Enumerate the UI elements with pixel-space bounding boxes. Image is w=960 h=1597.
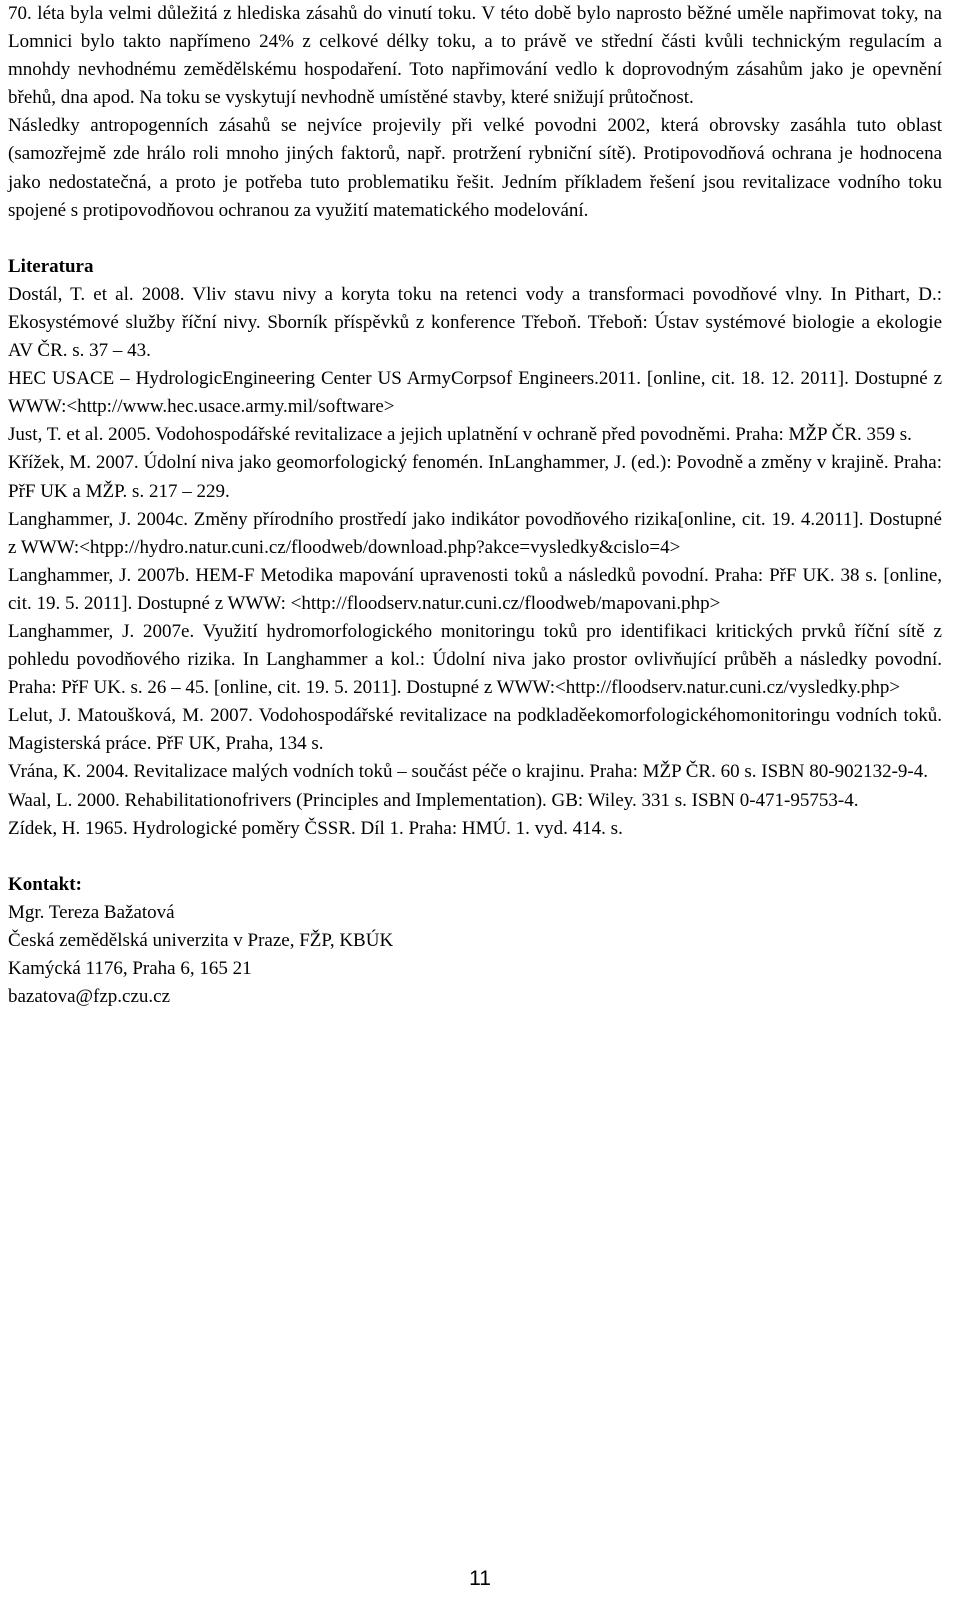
contact-institution: Česká zemědělská univerzita v Praze, FŽP, KBÚK <box>8 929 394 951</box>
reference-list <box>8 281 942 843</box>
contact-address: Kamýcká 1176, Praha 6, 165 21 <box>8 958 252 979</box>
reference-item: HEC USACE – HydrologicEngineering Center US ArmyCorpsof Engineers.2011. [online, cit. 18. 12. 2011]. Dostupné z WWW:<http://www.hec.usace.army.mil/software> <box>8 368 942 418</box>
reference-item: Lelut, J. Matoušková, M. 2007. Vodohospodářské revitalizace na podkladěekomorfologickéhomonitoringu vodních toků. Magisterská práce. PřF UK, Praha, 134 s. <box>8 705 942 755</box>
reference-item: Langhammer, J. 2007b. HEM-F Metodika mapování upravenosti toků a následků povodní. Praha: PřF UK. 38 s. [online, cit. 19. 5. 2011]. Dostupné z WWW: <http://floodserv.natur.cuni.cz/floodweb/mapovani.php> <box>8 564 942 614</box>
document-page <box>8 0 942 1011</box>
reference-item: Langhammer, J. 2007e. Využití hydromorfologického monitoringu toků pro identifikaci kritických prvků říční sítě z pohledu povodňového rizika. In Langhammer a kol.: Údolní niva jako prostor ovlivňující průběh a následky povodní. Praha: PřF UK. s. 26 – 45. [online, cit. 19. 5. 2011]. Dostupné z WWW:<http://floodserv.natur.cuni.cz/vysledky.php> <box>8 620 942 699</box>
contact-email: bazatova@fzp.czu.cz <box>8 986 171 1008</box>
literature-heading: Literatura <box>8 255 94 277</box>
body-paragraph: 70. léta byla velmi důležitá z hlediska zásahů do vinutí toku. V této době bylo naprosto běžné uměle napřimovat toky, na Lomnici bylo takto napřímeno 24% z celkové délky toku, a to právě ve střední části kvůli technickým regulacím a mnohdy nevhodnému zemědělskému hospodaření. Toto napřimování vedlo k doprovodným zásahům jako je opevnění břehů, dna apod. Na toku se vyskytují nevhodně umístěné stavby, které snižují průtočnost. <box>8 3 942 109</box>
reference-item: Vrána, K. 2004. Revitalizace malých vodních toků – součást péče o krajinu. Praha: MŽP ČR. 60 s. ISBN 80-902132-9-4. <box>8 761 929 783</box>
reference-item: Langhammer, J. 2004c. Změny přírodního prostředí jako indikátor povodňového rizika[online, cit. 19. 4.2011]. Dostupné z WWW:<htpp://hydro.natur.cuni.cz/floodweb/download.php?akce=vysledky&cislo=4> <box>8 508 942 558</box>
reference-item: Waal, L. 2000. Rehabilitationofrivers (Principles and Implementation). GB: Wiley. 331 s. ISBN 0-471-95753-4. <box>8 789 859 811</box>
contact-name: Mgr. Tereza Bažatová <box>8 901 175 923</box>
page-number: 11 <box>469 1567 491 1590</box>
reference-item: Dostál, T. et al. 2008. Vliv stavu nivy a koryta toku na retenci vody a transformaci povodňové vlny. In Pithart, D.: Ekosystémové služby říční nivy. Sborník příspěvků z konference Třeboň. Třeboň: Ústav systémové biologie a ekologie AV ČR. s. 37 – 43. <box>8 283 942 362</box>
contact-block <box>8 899 942 1011</box>
contact-heading: Kontakt: <box>8 873 82 895</box>
reference-item: Křížek, M. 2007. Údolní niva jako geomorfologický fenomén. InLanghammer, J. (ed.): Povodně a změny v krajině. Praha: PřF UK a MŽP. s. 217 – 229. <box>8 452 942 502</box>
reference-item: Just, T. et al. 2005. Vodohospodářské revitalizace a jejich uplatnění v ochraně před povodněmi. Praha: MŽP ČR. 359 s. <box>8 424 912 446</box>
body-paragraph: Následky antropogenních zásahů se nejvíce projevily při velké povodni 2002, která obrovsky zasáhla tuto oblast (samozřejmě zde hrálo roli mnoho jiných faktorů, např. protržení rybniční sítě). Protipovodňová ochrana je hodnocena jako nedostatečná, a proto je potřeba tuto problematiku řešit. Jedním příkladem řešení jsou revitalizace vodního toku spojené s protipovodňovou ochranou za využití matematického modelování. <box>8 115 942 221</box>
reference-item: Zídek, H. 1965. Hydrologické poměry ČSSR. Díl 1. Praha: HMÚ. 1. vyd. 414. s. <box>8 817 623 839</box>
